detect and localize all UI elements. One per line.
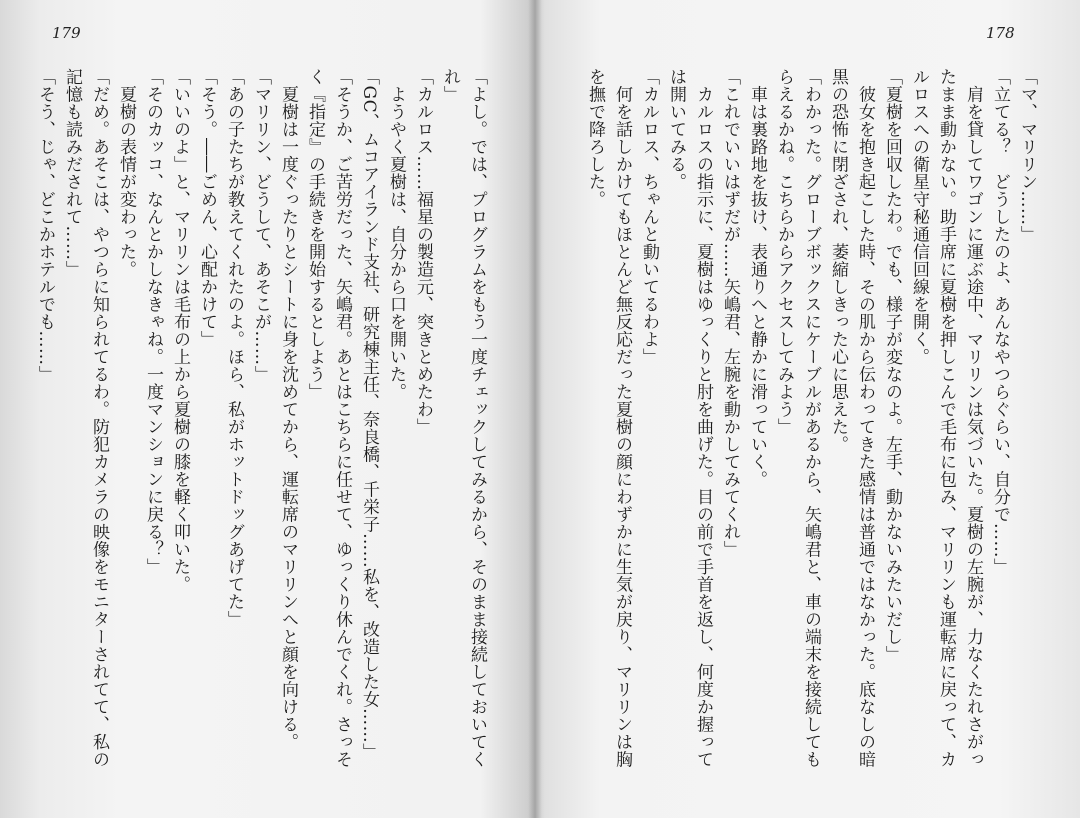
text-line: 何を話しかけてもほとんど無反応だった夏樹の顔にわずかに生気が戻り、マリリンは胸: [612, 68, 632, 768]
text-line: を撫で降ろした。: [585, 68, 605, 208]
left-page-text: [35, 68, 490, 790]
page-number-right: 178: [986, 24, 1015, 42]
text-line: 「いいのよ」と、マリリンは毛布の上から夏樹の膝を軽く叩いた。: [170, 68, 190, 593]
text-line: 「そう。――ごめん、心配かけて」: [197, 68, 217, 348]
text-line: く『指定』の手続きを開始するとしよう」: [305, 68, 325, 401]
left-page: [0, 0, 535, 818]
text-line: ルロスへの衛星守秘通信回線を開く。: [909, 68, 929, 366]
text-line: 「そのカッコ、なんとかしなきゃね。一度マンションに戻る？」: [143, 68, 163, 576]
text-line: 「GC、ムコアイランド支社、研究棟主任、奈良橋、千栄子……私を、改造した女……」: [359, 68, 379, 761]
text-line: 彼女を抱き起こした時、その肌から伝わってきた感情は普通ではなかった。底なしの暗: [855, 68, 875, 768]
text-line: たまま動かない。助手席に夏樹を押しこんで毛布に包み、マリリンも運転席に戻って、カ: [936, 68, 956, 768]
text-line: 「わかった。グローブボックスにケーブルがあるから、矢嶋君と、車の端末を接続しても: [801, 68, 821, 768]
page-number-left: 179: [52, 24, 81, 42]
text-line: 「カルロス、ちゃんと動いてるわよ」: [639, 68, 659, 366]
text-line: 夏樹の表情が変わった。: [116, 68, 136, 278]
text-line: は開いてみる。: [666, 68, 686, 191]
text-line: カルロスの指示に、夏樹はゆっくりと肘を曲げた。目の前で手首を返し、何度か握って: [693, 68, 713, 768]
right-page-text: [580, 68, 1040, 790]
text-line: 黒の恐怖に閉ざされ、萎縮しきった心に思えた。: [828, 68, 848, 453]
text-line: 「マリリン、どうして、あそこが……」: [251, 68, 271, 383]
text-line: 「あの子たちが教えてくれたのよ。ほら、私がホットドッグあげてた」: [224, 68, 244, 628]
text-line: れ」: [440, 68, 460, 103]
text-line: 「マ、マリリン……」: [1017, 68, 1037, 243]
text-line: 「そうか、ご苦労だった、矢嶋君。あとはこちらに任せて、ゆっくり休んでくれ。さっそ: [332, 68, 352, 768]
text-line: ようやく夏樹は、自分から口を開いた。: [386, 68, 406, 401]
text-line: 「カルロス……福星の製造元、突きとめたわ」: [413, 68, 433, 436]
text-line: らえるかね。こちらからアクセスしてみよう」: [774, 68, 794, 436]
right-page: [540, 0, 1080, 818]
text-line: 「そう、じゃ、どこかホテルでも……」: [35, 68, 55, 383]
text-line: 記憶も読みだされて……」: [62, 68, 82, 278]
text-line: 「立てる？ どうしたのよ、あんなやつらぐらい、自分で……」: [990, 68, 1010, 576]
text-line: 車は裏路地を抜け、表通りへと静かに滑っていく。: [747, 68, 767, 488]
text-line: 夏樹は一度ぐったりとシートに身を沈めてから、運転席のマリリンへと顔を向ける。: [278, 68, 298, 751]
text-line: 「これでいいはずだが……矢嶋君、左腕を動かしてみてくれ」: [720, 68, 740, 558]
text-line: 「よし。では、プログラムをもう一度チェックしてみるから、そのまま接続しておいてく: [467, 68, 487, 768]
text-line: 「だめ。あそこは、やつらに知られてるわ。防犯カメラの映像をモニターされてて、私の: [89, 68, 109, 768]
text-line: 「夏樹を回収したわ。でも、様子が変なのよ。左手、動かないみたいだし」: [882, 68, 902, 663]
text-line: 肩を貸してワゴンに運ぶ途中、マリリンは気づいた。夏樹の左腕が、力なくたれさがっ: [963, 68, 983, 768]
